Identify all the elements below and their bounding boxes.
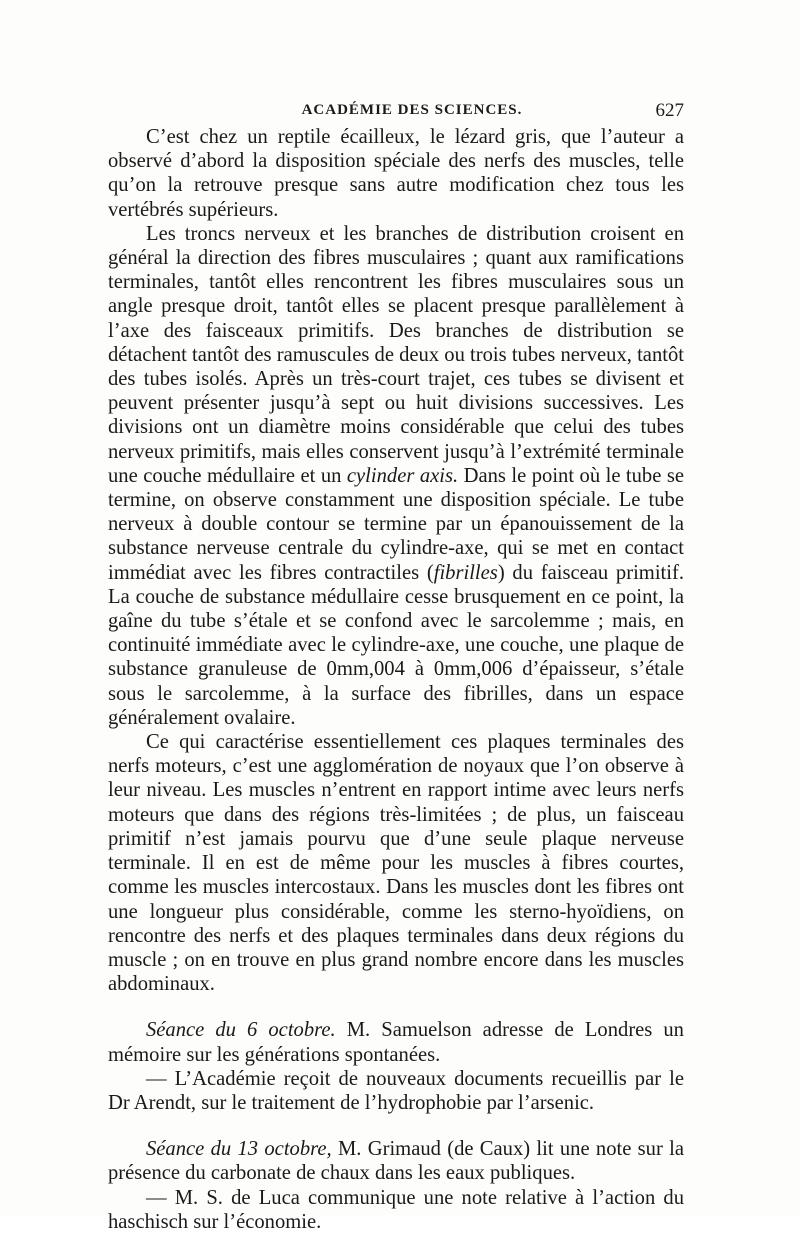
section-gap	[108, 1115, 684, 1137]
italic-term: cylinder axis.	[346, 464, 459, 487]
page-header	[140, 98, 684, 128]
running-head: ACADÉMIE DES SCIENCES.	[301, 102, 523, 118]
paragraph-text: ) du faisceau primitif. La couche de substance médullaire cesse brusquement en ce point, la gaîne du tube s’étale et se confond avec le sarcolemme ; mais, en continuité immédiate avec le cylindre-axe, une couche, une plaque de substance granuleuse de 0mm,004 à 0mm,006 d’épaisseur, s’étale sous le sarcolemme, à la surface des fibrilles, dans un espace généralement ovalaire.	[108, 561, 684, 729]
paragraph-text: Les troncs nerveux et les branches de distribution croisent en général la direction des fibres musculaires ; quant aux ramifications terminales, tantôt elles rencontrent les fibres musculaires sous un angle presque droit, tantôt elles se placent presque parallèlement à l’axe des faisceaux primitifs. Des branches de distribution se détachent tantôt des ramuscules de deux ou trois tubes nerveux, tantôt des tubes isolés. Après un très-court trajet, ces tubes se divisent et peuvent présenter jusqu’à sept ou huit divisions successives. Les divisions ont un diamètre moins considérable que celui des tubes nerveux primitifs, mais elles conservent jusqu’à l’extrémité terminale une couche médullaire et un	[108, 222, 684, 487]
seance-october-13	[108, 1137, 684, 1185]
seance-label: Séance du 13 octobre,	[146, 1138, 332, 1161]
seance-text: M. Grimaud (de Caux) lit une note sur la présence du carbonate de chaux dans les eaux publiques.	[108, 1138, 684, 1185]
seance-label: Séance du 6 octobre.	[146, 1019, 336, 1042]
body-text	[108, 125, 684, 1234]
seance-item: — L’Académie reçoit de nouveaux documents recueillis par le Dr Arendt, sur le traitement de l’hydrophobie par l’arsenic.	[108, 1067, 684, 1114]
paragraph-nerve-trunks	[108, 222, 684, 730]
seance-october-6	[108, 1018, 684, 1066]
paragraph-reptile: C’est chez un reptile écailleux, le lézard gris, que l’auteur a observé d’abord la disposition spéciale des nerfs des muscles, telle qu’on la retrouve presque sans autre modification chez tous les vertébrés supérieurs.	[108, 126, 684, 221]
page-number: 627	[655, 100, 684, 121]
seance-text: M. Samuelson adresse de Londres un mémoire sur les générations spontanées.	[108, 1019, 684, 1066]
paragraph-text: Dans le point où le tube se termine, on observe constamment une disposition spéciale. Le tube nerveux à double contour se termine par un épanouissement de la substance nerveuse centrale du cylindre-axe, qui se met en contact immédiat avec les fibres contractiles (	[108, 464, 684, 584]
section-gap	[108, 996, 684, 1018]
seance-item: — M. S. de Luca communique une note relative à l’action du haschisch sur l’économie.	[108, 1186, 684, 1233]
italic-term: fibrilles	[433, 561, 498, 584]
paragraph-terminal-plates: Ce qui caractérise essentiellement ces plaques terminales des nerfs moteurs, c’est une agglomération de noyaux que l’on observe à leur niveau. Les muscles n’entrent en rapport intime avec leurs nerfs moteurs que dans des régions très-limitées ; de plus, un faisceau primitif n’est jamais pourvu que d’une seule plaque nerveuse terminale. Il en est de même pour les muscles à fibres courtes, comme les muscles intercostaux. Dans les muscles dont les fibres ont une longueur plus considérable, comme les sterno-hyoïdiens, on rencontre des nerfs et des plaques terminales dans deux régions du muscle ; on en trouve en plus grand nombre encore dans les muscles abdominaux.	[108, 731, 684, 996]
